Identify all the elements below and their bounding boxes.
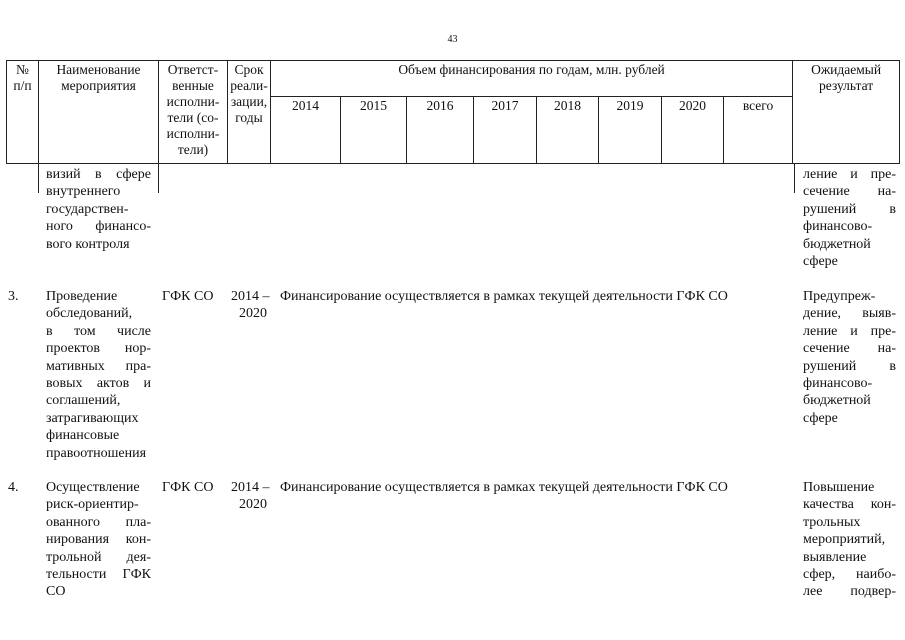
header-year: 2019: [599, 97, 662, 164]
header-year: 2015: [341, 97, 407, 164]
text-line: визий в сфере: [46, 167, 151, 182]
header-term: Срок реали-зации, годы: [228, 61, 271, 164]
text-line: дение, выяв-: [803, 306, 896, 322]
text-line: рушений в: [803, 201, 896, 217]
text-line: сфере: [803, 254, 838, 270]
row-number: 4.: [8, 480, 19, 495]
text-line: мативных пра-: [46, 358, 151, 374]
header-result: Ожидаемый результат: [793, 61, 900, 164]
text-line: мероприятий,: [803, 532, 886, 548]
text-line: тельности ГФК: [46, 567, 151, 583]
header-num: № п/п: [7, 61, 39, 164]
row-number: 3.: [8, 289, 19, 304]
text-line: сечение на-: [803, 341, 896, 357]
header-year: 2017: [474, 97, 537, 164]
row-term-end: 2020: [239, 497, 267, 512]
continuation-name: [46, 166, 151, 253]
text-line: Осуществление: [46, 480, 140, 495]
text-line: сечение на-: [803, 184, 896, 200]
text-line: затрагивающих: [46, 410, 139, 426]
row-term-start: 2014 –: [231, 289, 270, 304]
row-name: [46, 288, 151, 462]
header-year: 2020: [662, 97, 724, 164]
text-line: нирования кон-: [46, 532, 151, 548]
header-year: 2016: [407, 97, 474, 164]
text-line: финансово-: [803, 376, 873, 392]
text-line: обследований,: [46, 306, 133, 322]
text-line: сфере: [803, 410, 838, 426]
header-year: 2014: [271, 97, 341, 164]
row-responsible: ГФК СО: [162, 480, 214, 495]
header-year-total: всего: [724, 97, 793, 164]
row-name: [46, 479, 151, 601]
text-line: соглашений,: [46, 393, 121, 409]
row-funding-note: Финансирование осуществляется в рамках текущей деятельности ГФК СО: [280, 289, 728, 304]
text-line: рушений в: [803, 358, 896, 374]
text-line: бюджетной: [803, 393, 871, 409]
text-line: лее подвер-: [803, 584, 896, 600]
column-divider: [38, 163, 39, 193]
text-line: ление и пре-: [803, 167, 896, 182]
row-result: [803, 479, 896, 601]
text-line: финансовые: [46, 428, 120, 444]
row-funding-note: Финансирование осуществляется в рамках текущей деятельности ГФК СО: [280, 480, 728, 495]
text-line: бюджетной: [803, 236, 871, 252]
column-divider: [158, 163, 159, 193]
text-line: ление и пре-: [803, 323, 896, 339]
text-line: ного финансо-: [46, 219, 151, 235]
row-responsible: ГФК СО: [162, 289, 214, 304]
header-responsible: Ответст-венные исполни-тели (со-исполни-тели): [159, 61, 228, 164]
text-line: правоотношения: [46, 445, 147, 461]
page-number: 43: [447, 34, 458, 45]
text-line: Повышение: [803, 480, 875, 495]
column-divider: [794, 163, 795, 193]
header-name: Наименование мероприятия: [39, 61, 159, 164]
text-line: СО: [46, 584, 66, 600]
text-line: выявление: [803, 549, 867, 565]
text-line: вого контроля: [46, 236, 130, 252]
table-header: [6, 60, 900, 164]
text-line: Предупреж-: [803, 289, 876, 304]
header-year: 2018: [537, 97, 599, 164]
text-line: трольной дея-: [46, 549, 151, 565]
text-line: Проведение: [46, 289, 118, 304]
text-line: финансово-: [803, 219, 873, 235]
row-term-start: 2014 –: [231, 480, 270, 495]
text-line: сфер, наибо-: [803, 567, 896, 583]
text-line: вовых актов и: [46, 376, 151, 392]
text-line: ованного пла-: [46, 514, 151, 530]
text-line: риск-ориентир-: [46, 497, 139, 513]
row-result: [803, 288, 896, 427]
row-term-end: 2020: [239, 306, 267, 321]
text-line: качества кон-: [803, 497, 896, 513]
text-line: трольных: [803, 514, 861, 530]
text-line: в том числе: [46, 323, 151, 339]
header-funding: Объем финансирования по годам, млн. рублей: [271, 61, 793, 97]
continuation-result: [803, 166, 896, 270]
text-line: государствен-: [46, 201, 129, 217]
text-line: внутреннего: [46, 184, 121, 200]
text-line: проектов нор-: [46, 341, 151, 357]
